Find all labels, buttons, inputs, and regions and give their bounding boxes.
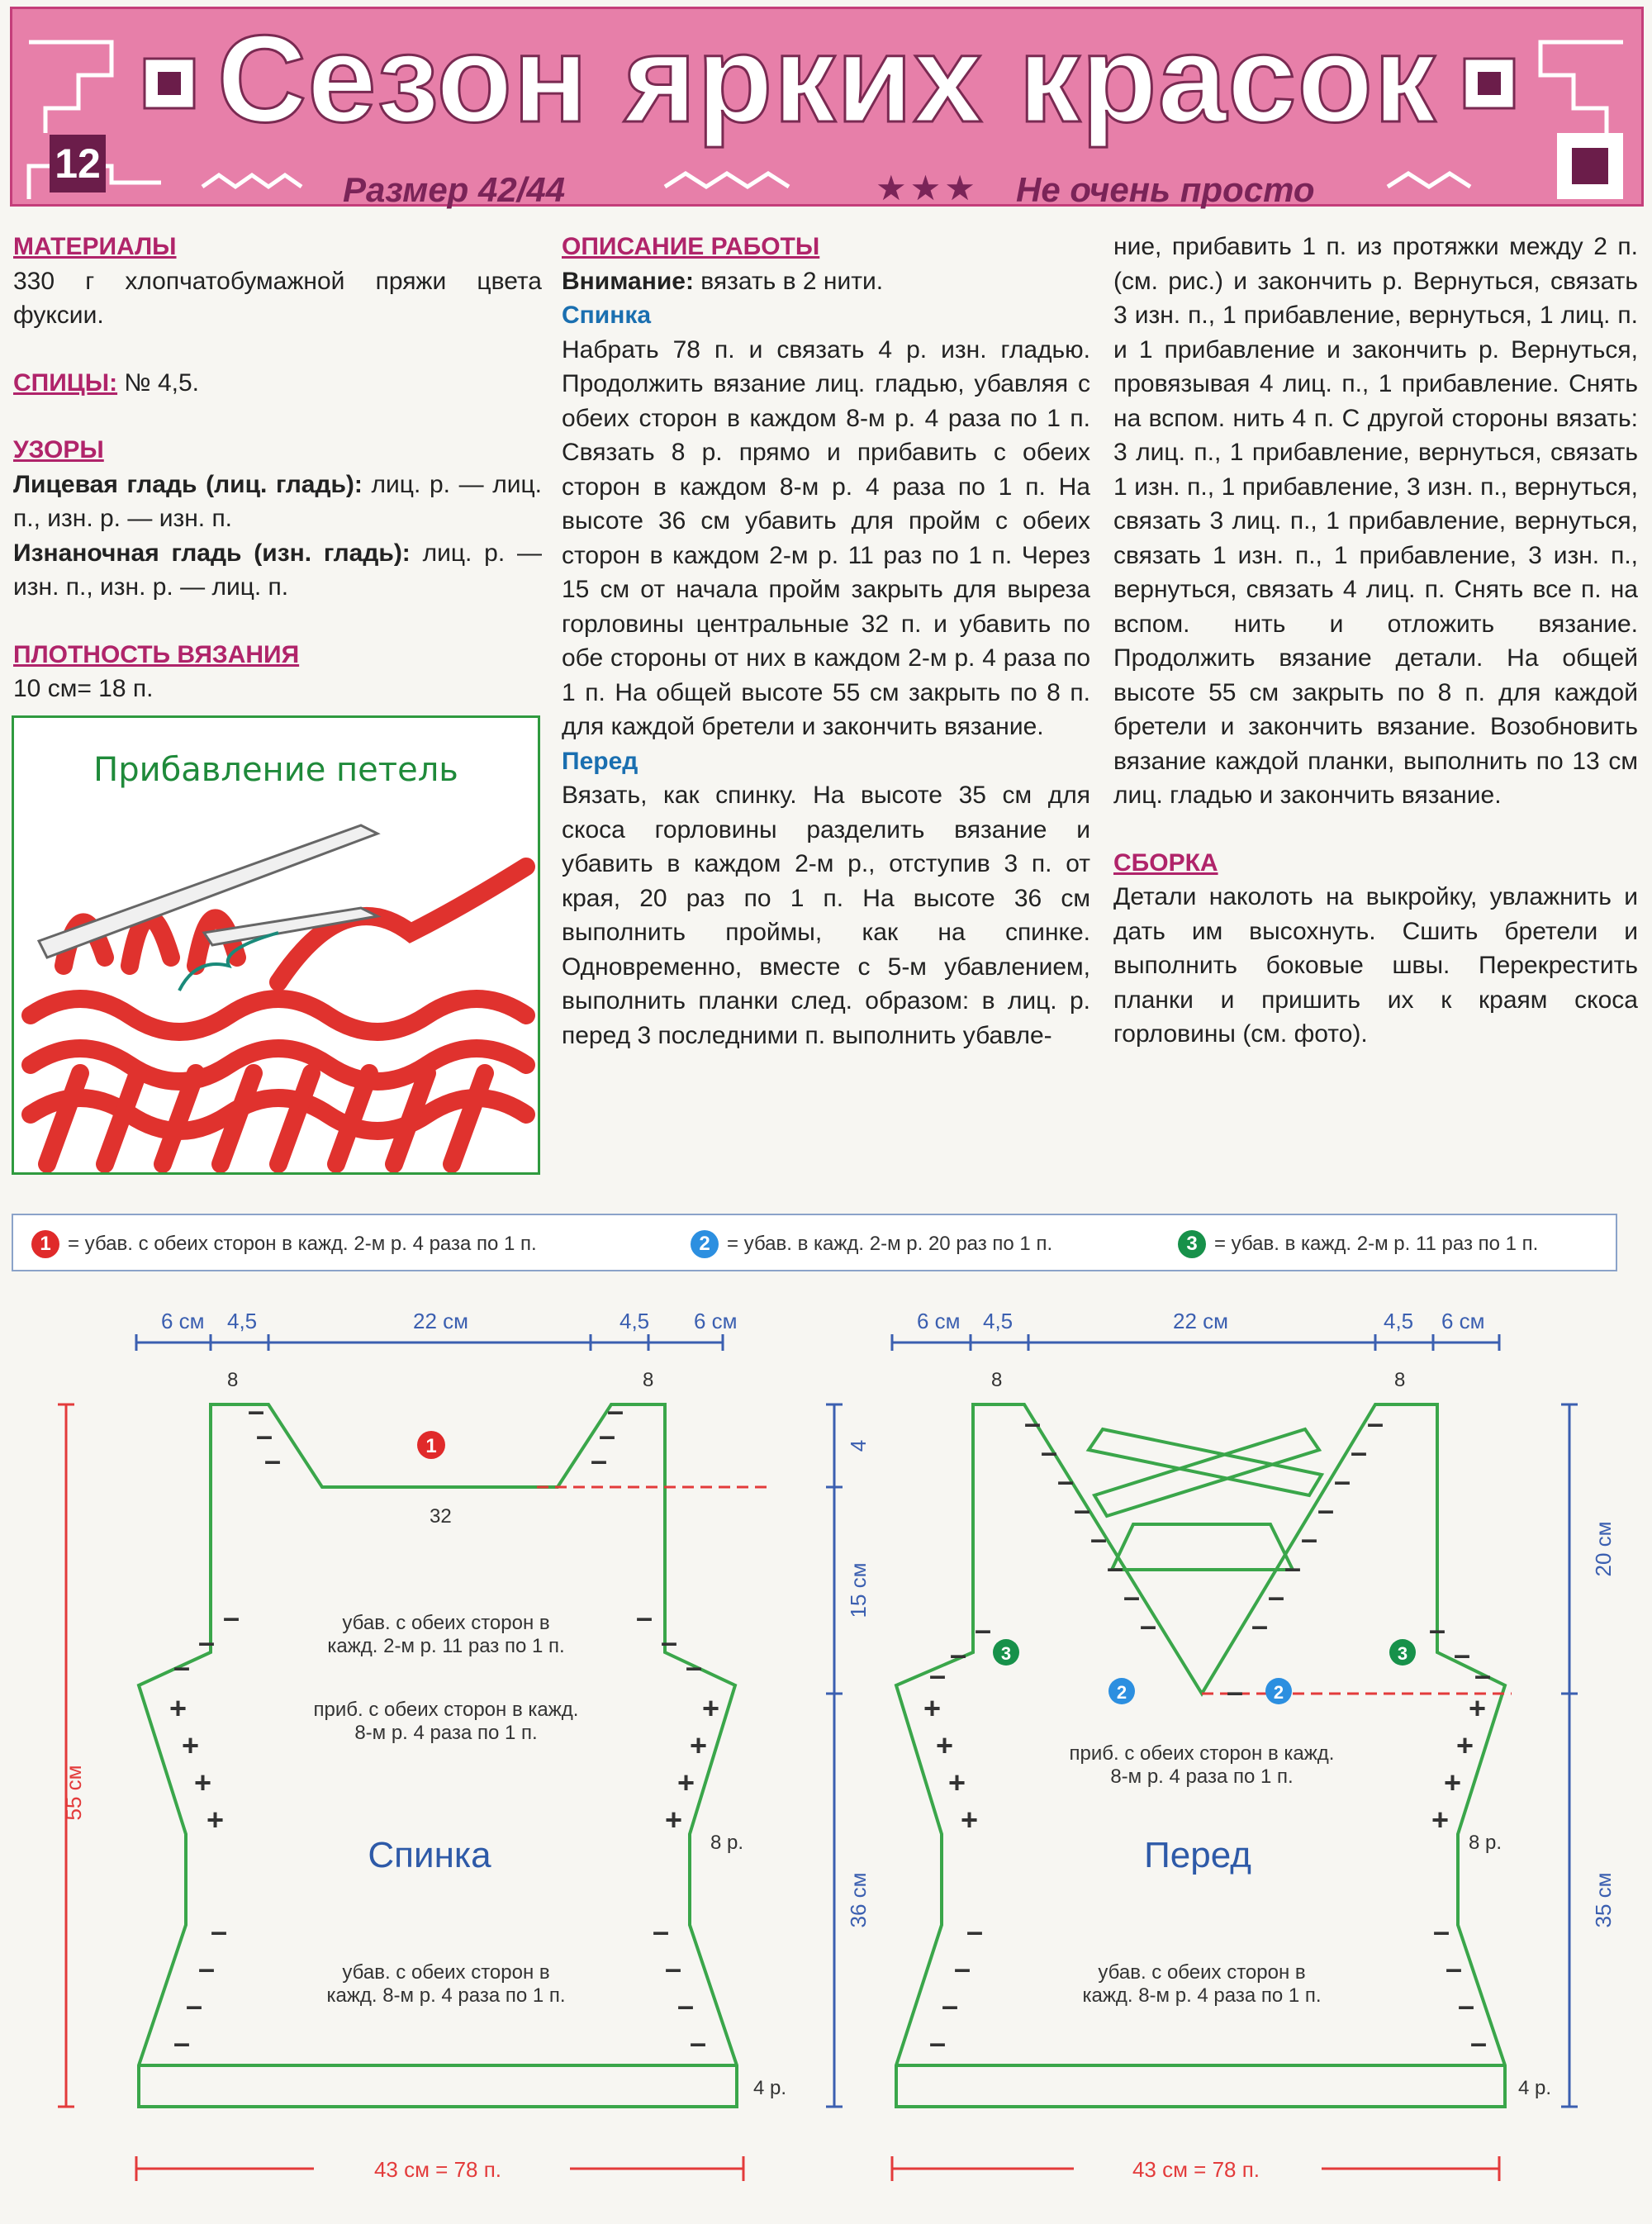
left-column: [13, 230, 542, 706]
knitting-illustration: [14, 718, 538, 1172]
svg-text:1: 1: [425, 1435, 437, 1457]
attention-label: Внимание:: [562, 267, 694, 295]
svg-text:+: +: [1431, 1803, 1450, 1837]
size-label: Размер 42/44: [343, 170, 566, 209]
dim-strap-left: 6 см: [161, 1309, 205, 1333]
svg-text:–: –: [186, 1989, 203, 2022]
legend-text-1: = убав. с обеих сторон в кажд. 2-м р. 4 раза по 1 п.: [68, 1233, 537, 1255]
svg-text:–: –: [1284, 1551, 1302, 1585]
svg-text:+: +: [206, 1803, 225, 1837]
svg-text:+: +: [936, 1728, 954, 1762]
increase-figure: [12, 715, 540, 1175]
svg-text:кажд. 8-м р. 4 раза по 1 п.: кажд. 8-м р. 4 раза по 1 п.: [326, 1984, 566, 2007]
svg-text:22 см: 22 см: [1173, 1309, 1229, 1333]
svg-text:+: +: [169, 1691, 188, 1725]
side-rows-front: 8 р.: [1469, 1832, 1502, 1854]
svg-text:3: 3: [1000, 1643, 1012, 1664]
svg-text:–: –: [954, 1951, 971, 1985]
height-20: 20 см: [1591, 1521, 1616, 1577]
svg-text:–: –: [1458, 1989, 1475, 2022]
height-15: 15 см: [846, 1562, 871, 1618]
svg-text:8: 8: [991, 1369, 1003, 1391]
wave-icon: [202, 175, 301, 187]
dim-strap-right: 6 см: [694, 1309, 738, 1333]
svg-text:6 см: 6 см: [917, 1309, 961, 1333]
back-label: Спинка: [368, 1835, 491, 1875]
svg-text:–: –: [1317, 1493, 1335, 1527]
svg-text:+: +: [194, 1765, 212, 1799]
svg-text:–: –: [198, 1951, 216, 1985]
svg-text:–: –: [173, 2026, 191, 2060]
back-schematic: [58, 1309, 786, 2182]
svg-text:приб. с обеих сторон в кажд.: приб. с обеих сторон в кажд.: [313, 1699, 579, 1721]
svg-text:–: –: [1107, 1551, 1124, 1585]
assembly-heading: СБОРКА: [1113, 848, 1218, 877]
legend-item-2: [691, 1230, 1052, 1258]
svg-text:–: –: [1268, 1580, 1285, 1613]
svg-text:–: –: [1454, 1637, 1471, 1671]
svg-text:–: –: [665, 1951, 682, 1985]
wave-icon: [1388, 173, 1470, 187]
svg-text:кажд. 8-м р. 4 раза по 1 п.: кажд. 8-м р. 4 раза по 1 п.: [1082, 1984, 1322, 2007]
svg-text:–: –: [1367, 1406, 1384, 1440]
svg-text:–: –: [1041, 1435, 1058, 1469]
gauge-text: 10 см= 18 п.: [13, 675, 154, 702]
front-heading: Перед: [562, 747, 638, 775]
svg-text:–: –: [1334, 1464, 1351, 1498]
svg-text:–: –: [264, 1443, 282, 1477]
svg-text:2: 2: [1116, 1682, 1127, 1703]
svg-text:–: –: [966, 1914, 984, 1948]
svg-text:–: –: [1351, 1435, 1368, 1469]
svg-text:+: +: [1444, 1765, 1462, 1799]
front-text: Вязать, как спинку. На высоте 35 см для скоса горловины разделить вязание и убавить в каждом 2-м р., отступив 3 п. от края, 20 раз по 1 п. На высоте 36 см выполнить проймы, как на спинке. Одновременно, вместе с 5-м убавлением, выполнить планки след. образом: в лиц. р. перед 3 последними п. выполнить убавле-: [562, 782, 1090, 1049]
svg-text:–: –: [599, 1419, 616, 1452]
svg-text:–: –: [1024, 1406, 1042, 1440]
svg-text:8: 8: [1394, 1369, 1406, 1391]
svg-text:8-м р. 4 раза по 1 п.: 8-м р. 4 раза по 1 п.: [354, 1722, 538, 1744]
svg-text:6 см: 6 см: [1441, 1309, 1485, 1333]
svg-text:+: +: [702, 1691, 720, 1725]
side-rows-back: 8 р.: [710, 1832, 744, 1854]
attention-text: вязать в 2 нити.: [700, 267, 884, 295]
svg-text:убав. с обеих сторон в: убав. с обеих сторон в: [342, 1961, 550, 1984]
svg-text:+: +: [923, 1691, 942, 1725]
svg-text:–: –: [653, 1914, 670, 1948]
height-36: 36 см: [846, 1872, 871, 1928]
svg-text:–: –: [1470, 2026, 1488, 2060]
svg-text:–: –: [1090, 1522, 1108, 1556]
svg-text:–: –: [1301, 1522, 1318, 1556]
dim-slope-left: 4,5: [227, 1309, 258, 1333]
svg-text:2: 2: [1273, 1682, 1284, 1703]
height-35: 35 см: [1591, 1872, 1616, 1928]
wave-icon: [665, 173, 789, 187]
svg-text:убав. с обеих сторон в: убав. с обеих сторон в: [342, 1612, 550, 1634]
needles-text: № 4,5.: [124, 368, 199, 397]
patterns-heading: УЗОРЫ: [13, 436, 104, 463]
needles-heading: СПИЦЫ:: [13, 368, 118, 397]
legend-text-3: = убав. в кажд. 2-м р. 11 раз по 1 п.: [1214, 1233, 1539, 1255]
legend-text-2: = убав. в кажд. 2-м р. 20 раз по 1 п.: [727, 1233, 1053, 1255]
right-column: [1113, 230, 1638, 1052]
pattern-2-name: Изнаночная гладь (изн. гладь):: [13, 539, 411, 567]
svg-text:–: –: [256, 1419, 273, 1452]
svg-text:–: –: [591, 1443, 608, 1477]
strap-stitches-left: 8: [227, 1369, 239, 1391]
marker-2-icon: 2: [691, 1230, 719, 1258]
svg-text:–: –: [929, 2026, 947, 2060]
header-banner: [10, 7, 1644, 207]
svg-text:–: –: [690, 2026, 707, 2060]
svg-text:–: –: [1140, 1609, 1157, 1642]
legend-item-1: [31, 1230, 537, 1258]
svg-text:3: 3: [1397, 1643, 1408, 1664]
middle-column: [562, 230, 1090, 1053]
svg-text:+: +: [677, 1765, 695, 1799]
pattern-2-text: лиц. р. — изн. п., изн. р. — лиц. п.: [13, 539, 542, 601]
svg-text:–: –: [223, 1600, 240, 1634]
front-text-continued: ние, прибавить 1 п. из протяжки между 2 п. (см. рис.) и закончить р. Вернуться, связать 3 изн. п., 1 прибавление, вернуться, 1 лиц. п. и 1 прибавление и закончить р. Вернуться, провязывая 4 лиц. п., 1 прибавление. Снять на вспом. нить 4 п. С другой стороны вязать: 3 лиц. п., 1 прибавление, вернуться, связать 1 изн. п., 1 прибавление, 3 изн. п., вернуться, связать 3 лиц. п., 1 прибавление, вернуться, связать 1 изн. п., 1 прибавление, 3 изн. п., вернуться, связать 4 лиц. п. Снять все п. на вспом. нить и отложить вязание. Продолжить вязание детали. На общей высоте 55 см закрыть по 8 п. для каждой бретели и закончить вязание. Возобновить вязание каждой планки, выполнить по 13 см лиц. гладью и закончить вязание.: [1113, 233, 1638, 809]
pattern-schematics: [0, 1289, 1652, 2214]
svg-text:–: –: [950, 1637, 967, 1671]
back-neck-stitches: 32: [430, 1505, 452, 1528]
difficulty-stars: ★★★: [876, 168, 979, 208]
svg-text:–: –: [1429, 1613, 1446, 1647]
svg-text:+: +: [182, 1728, 200, 1762]
svg-text:–: –: [975, 1613, 992, 1647]
front-schematic: [826, 1309, 1616, 2182]
back-heading: Спинка: [562, 302, 652, 329]
work-heading: ОПИСАНИЕ РАБОТЫ: [562, 233, 820, 260]
pattern-1-name: Лицевая гладь (лиц. гладь):: [13, 470, 363, 498]
svg-text:–: –: [929, 1658, 947, 1692]
height-4: 4: [846, 1439, 871, 1452]
svg-text:–: –: [1251, 1609, 1269, 1642]
svg-text:кажд. 2-м р. 11 раз по 1 п.: кажд. 2-м р. 11 раз по 1 п.: [327, 1635, 565, 1657]
height-55: 55 см: [61, 1765, 86, 1821]
svg-text:–: –: [1227, 1675, 1244, 1708]
svg-text:+: +: [690, 1728, 708, 1762]
svg-text:–: –: [607, 1394, 624, 1428]
svg-text:–: –: [1123, 1580, 1141, 1613]
svg-text:–: –: [248, 1394, 265, 1428]
svg-text:+: +: [665, 1803, 683, 1837]
svg-text:приб. с обеих сторон в кажд.: приб. с обеих сторон в кажд.: [1069, 1742, 1335, 1765]
svg-text:–: –: [211, 1914, 228, 1948]
front-label: Перед: [1144, 1835, 1251, 1875]
svg-text:убав. с обеих сторон в: убав. с обеих сторон в: [1098, 1961, 1306, 1984]
assembly-text: Детали наколоть на выкройку, увлажнить и дать им высохнуть. Сшить бретели и выполнить боковые швы. Перекрестить планки и пришить их к краям скоса горловины (см. фото).: [1113, 883, 1638, 1048]
difficulty-label: Не очень просто: [1016, 170, 1315, 209]
marker-3-icon: 3: [1178, 1230, 1206, 1258]
svg-text:+: +: [1469, 1691, 1487, 1725]
svg-text:–: –: [1433, 1914, 1450, 1948]
back-text: Набрать 78 п. и связать 4 р. изн. гладью. Продолжить вязание лиц. гладью, убавляя с обеих сторон в каждом 8-м р. 4 раза по 1 п. Связать 8 р. прямо и прибавить с обеих сторон в каждом 8-м р. 4 раза по 1 п. На высоте 36 см убавить для пройм с обеих сторон в каждом 2-м р. 11 раз по 1 п. Через 15 см от начала пройм закрыть для выреза горловины центральные 32 п. и убавить по обе стороны от них в каждом 2-м р. 4 раза по 1 п. На общей высоте 55 см закрыть по 8 п. для каждой бретели и закончить вязание.: [562, 335, 1090, 740]
svg-text:–: –: [942, 1989, 959, 2022]
hem-rows-front: 4 р.: [1518, 2077, 1552, 2099]
marker-1-icon: 1: [31, 1230, 59, 1258]
dim-slope-right: 4,5: [620, 1309, 650, 1333]
svg-text:8-м р. 4 раза по 1 п.: 8-м р. 4 раза по 1 п.: [1110, 1765, 1294, 1788]
svg-text:–: –: [686, 1650, 703, 1684]
svg-text:–: –: [636, 1600, 653, 1634]
svg-text:–: –: [661, 1625, 678, 1659]
svg-text:4,5: 4,5: [1384, 1309, 1414, 1333]
svg-text:+: +: [961, 1803, 979, 1837]
svg-text:–: –: [173, 1650, 191, 1684]
svg-text:–: –: [1446, 1951, 1463, 1985]
materials-heading: МАТЕРИАЛЫ: [13, 233, 177, 260]
symbol-legend: [12, 1214, 1617, 1271]
figure-title: Прибавление петель: [93, 751, 458, 789]
dim-neck: 22 см: [413, 1309, 469, 1333]
svg-text:–: –: [1057, 1464, 1075, 1498]
svg-text:–: –: [1074, 1493, 1091, 1527]
svg-text:+: +: [1456, 1728, 1474, 1762]
width-back: 43 см = 78 п.: [373, 2157, 502, 2182]
svg-text:4,5: 4,5: [983, 1309, 1014, 1333]
materials-text: 330 г хлопчатобумажной пряжи цвета фуксии.: [13, 267, 542, 329]
pattern-1-text: лиц. р. — лиц. п., изн. р. — изн. п.: [13, 470, 542, 532]
svg-text:–: –: [198, 1625, 216, 1659]
svg-text:–: –: [1474, 1658, 1492, 1692]
hem-rows-back: 4 р.: [753, 2077, 787, 2099]
page-number: 12: [50, 135, 106, 192]
crossed-bands: [1089, 1429, 1322, 1570]
width-front: 43 см = 78 п.: [1132, 2157, 1260, 2182]
svg-text:–: –: [677, 1989, 695, 2022]
strap-stitches-right: 8: [643, 1369, 654, 1391]
gauge-heading: ПЛОТНОСТЬ ВЯЗАНИЯ: [13, 640, 300, 668]
svg-text:+: +: [948, 1765, 966, 1799]
legend-item-3: [1178, 1230, 1538, 1258]
page-title: Сезон ярких красок: [216, 9, 1437, 148]
